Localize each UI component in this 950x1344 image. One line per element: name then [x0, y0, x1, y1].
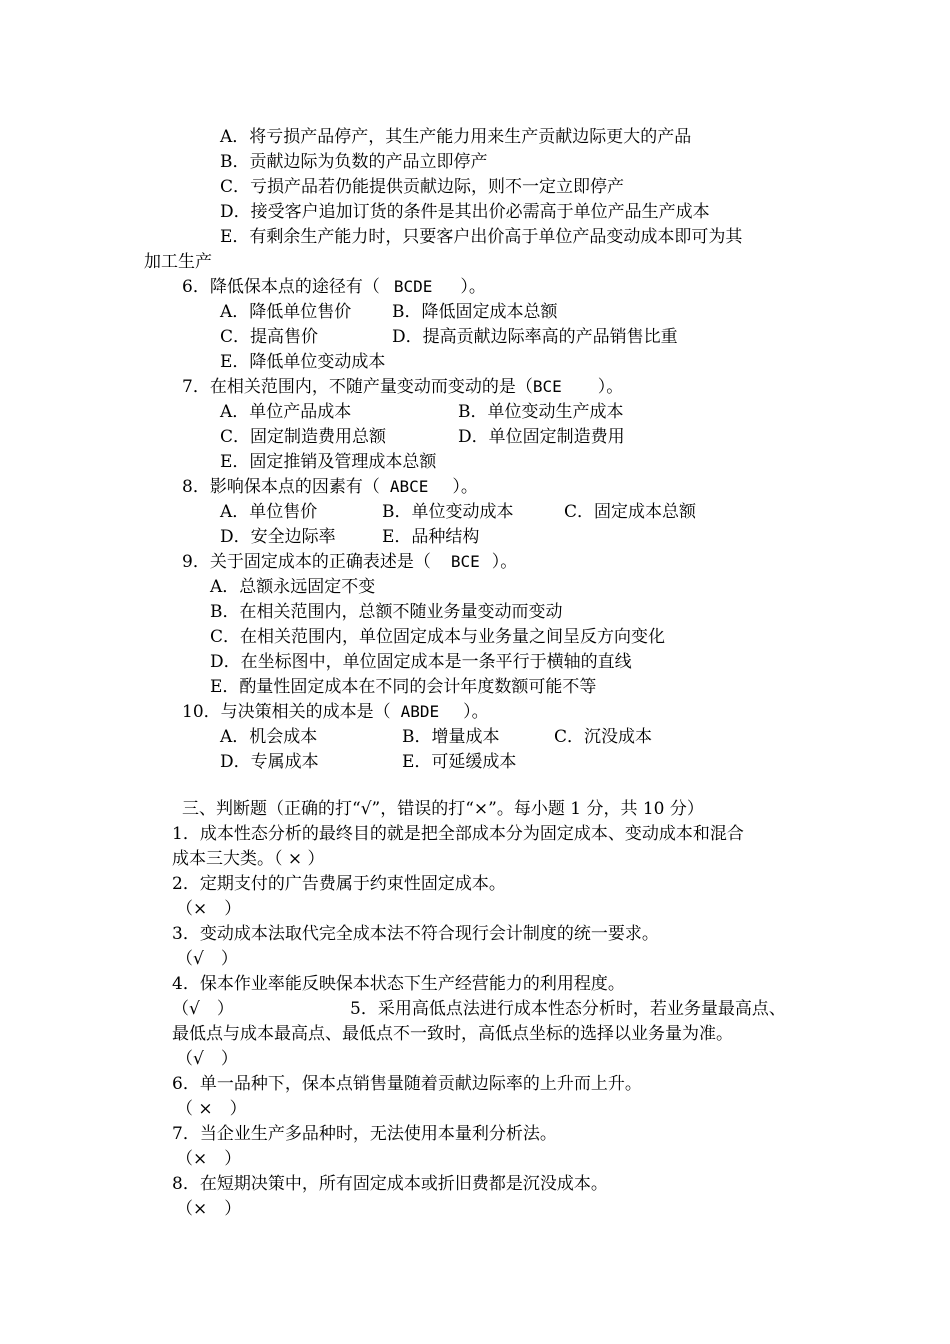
q7-stem-end: ）。 — [597, 377, 624, 397]
q10-option-d: D．专属成本 — [220, 752, 319, 772]
judge-item-5-answer: （√ ） — [176, 1049, 238, 1069]
judge-item-8: 8．在短期决策中，所有固定成本或折旧费都是沉没成本。 — [172, 1174, 608, 1194]
q9-option-e: E．酌量性固定成本在不同的会计年度数额可能不等 — [210, 677, 597, 697]
q7-option-e: E．固定推销及管理成本总额 — [220, 452, 437, 472]
q5-option-d: D．接受客户追加订货的条件是其出价必需高于单位产品生产成本 — [220, 202, 710, 222]
judge-item-7: 7．当企业生产多品种时，无法使用本量利分析法。 — [172, 1124, 557, 1144]
judge-item-5-continuation: 最低点与成本最高点、最低点不一致时，高低点坐标的选择以业务量为准。 — [172, 1024, 733, 1044]
q6-option-b: B．降低固定成本总额 — [392, 302, 558, 322]
q5-option-e: E．有剩余生产能力时，只要客户出价高于单位产品变动成本即可为其 — [220, 227, 743, 247]
q8-option-e: E．品种结构 — [382, 527, 480, 547]
q9-stem-start: 9．关于固定成本的正确表述是（ — [182, 552, 431, 572]
q9-option-c: C．在相关范围内，单位固定成本与业务量之间呈反方向变化 — [210, 627, 666, 647]
q6-stem-start: 6．降低保本点的途径有（ — [182, 277, 380, 297]
q5-option-b: B．贡献边际为负数的产品立即停产 — [220, 152, 488, 172]
q10-option-c: C．沉没成本 — [554, 727, 653, 747]
q6-option-c: C．提高售价 — [220, 327, 319, 347]
q7-answer: BCE — [532, 377, 562, 396]
q10-option-b: B．增量成本 — [402, 727, 500, 747]
q8-answer: ABCE — [389, 477, 429, 496]
section3-heading: 三、判断题（正确的打“√”，错误的打“×”。每小题 1 分，共 10 分） — [182, 799, 704, 819]
judge-item-7-answer: （× ） — [176, 1149, 242, 1169]
q5-option-e-continuation: 加工生产 — [144, 252, 212, 272]
judge-item-5: 5．采用高低点法进行成本性态分析时，若业务量最高点、 — [350, 999, 786, 1019]
q6-answer: BCDE — [393, 277, 433, 296]
judge-item-8-answer: （× ） — [176, 1199, 242, 1219]
q6-stem — [182, 276, 486, 298]
q7-option-c: C．固定制造费用总额 — [220, 427, 387, 447]
q7-stem — [182, 376, 623, 398]
q6-option-e: E．降低单位变动成本 — [220, 352, 386, 372]
q10-stem — [182, 701, 489, 723]
judge-item-1-continuation: 成本三大类。（ × ） — [172, 849, 325, 869]
judge-item-6: 6．单一品种下，保本点销售量随着贡献边际率的上升而上升。 — [172, 1074, 642, 1094]
q9-answer: BCE — [450, 552, 480, 571]
judge-item-2: 2．定期支付的广告费属于约束性固定成本。 — [172, 874, 506, 894]
q7-option-d: D．单位固定制造费用 — [458, 427, 625, 447]
q8-option-c: C．固定成本总额 — [564, 502, 697, 522]
q8-option-b: B．单位变动成本 — [382, 502, 514, 522]
q10-option-e: E．可延缓成本 — [402, 752, 517, 772]
judge-item-1: 1．成本性态分析的最终目的就是把全部成本分为固定成本、变动成本和混合 — [172, 824, 744, 844]
judge-item-3-answer: （√ ） — [176, 949, 238, 969]
q10-option-a: A．机会成本 — [220, 727, 318, 747]
q7-option-a: A．单位产品成本 — [220, 402, 352, 422]
q5-option-a: A．将亏损产品停产，其生产能力用来生产贡献边际更大的产品 — [220, 127, 692, 147]
q6-stem-end: ）。 — [460, 277, 486, 297]
judge-item-2-answer: （× ） — [176, 899, 242, 919]
q7-option-b: B．单位变动生产成本 — [458, 402, 624, 422]
q8-option-a: A．单位售价 — [220, 502, 318, 522]
q8-stem-end: ）。 — [452, 477, 478, 497]
q8-stem — [182, 476, 478, 498]
judge-item-3: 3．变动成本法取代完全成本法不符合现行会计制度的统一要求。 — [172, 924, 659, 944]
q9-stem — [182, 551, 517, 573]
judge-item-4: 4．保本作业率能反映保本状态下生产经营能力的利用程度。 — [172, 974, 625, 994]
q5-option-c: C．亏损产品若仍能提供贡献边际，则不一定立即停产 — [220, 177, 625, 197]
judge-item-6-answer: （ × ） — [176, 1099, 247, 1119]
q6-option-d: D．提高贡献边际率高的产品销售比重 — [392, 327, 678, 347]
q8-option-d: D．安全边际率 — [220, 527, 336, 547]
q10-answer: ABDE — [400, 702, 440, 721]
q9-option-b: B．在相关范围内，总额不随业务量变动而变动 — [210, 602, 563, 622]
q10-stem-start: 10．与决策相关的成本是（ — [182, 702, 391, 722]
q8-stem-start: 8．影响保本点的因素有（ — [182, 477, 380, 497]
q6-option-a: A．降低单位售价 — [220, 302, 352, 322]
q7-stem-start: 7．在相关范围内，不随产量变动而变动的是（ — [182, 377, 533, 397]
q9-option-d: D．在坐标图中，单位固定成本是一条平行于横轴的直线 — [210, 652, 632, 672]
q9-option-a: A．总额永远固定不变 — [210, 577, 376, 597]
q10-stem-end: ）。 — [463, 702, 489, 722]
q9-stem-end: ）。 — [491, 552, 518, 572]
judge-item-4-answer: （√ ） — [172, 999, 234, 1019]
